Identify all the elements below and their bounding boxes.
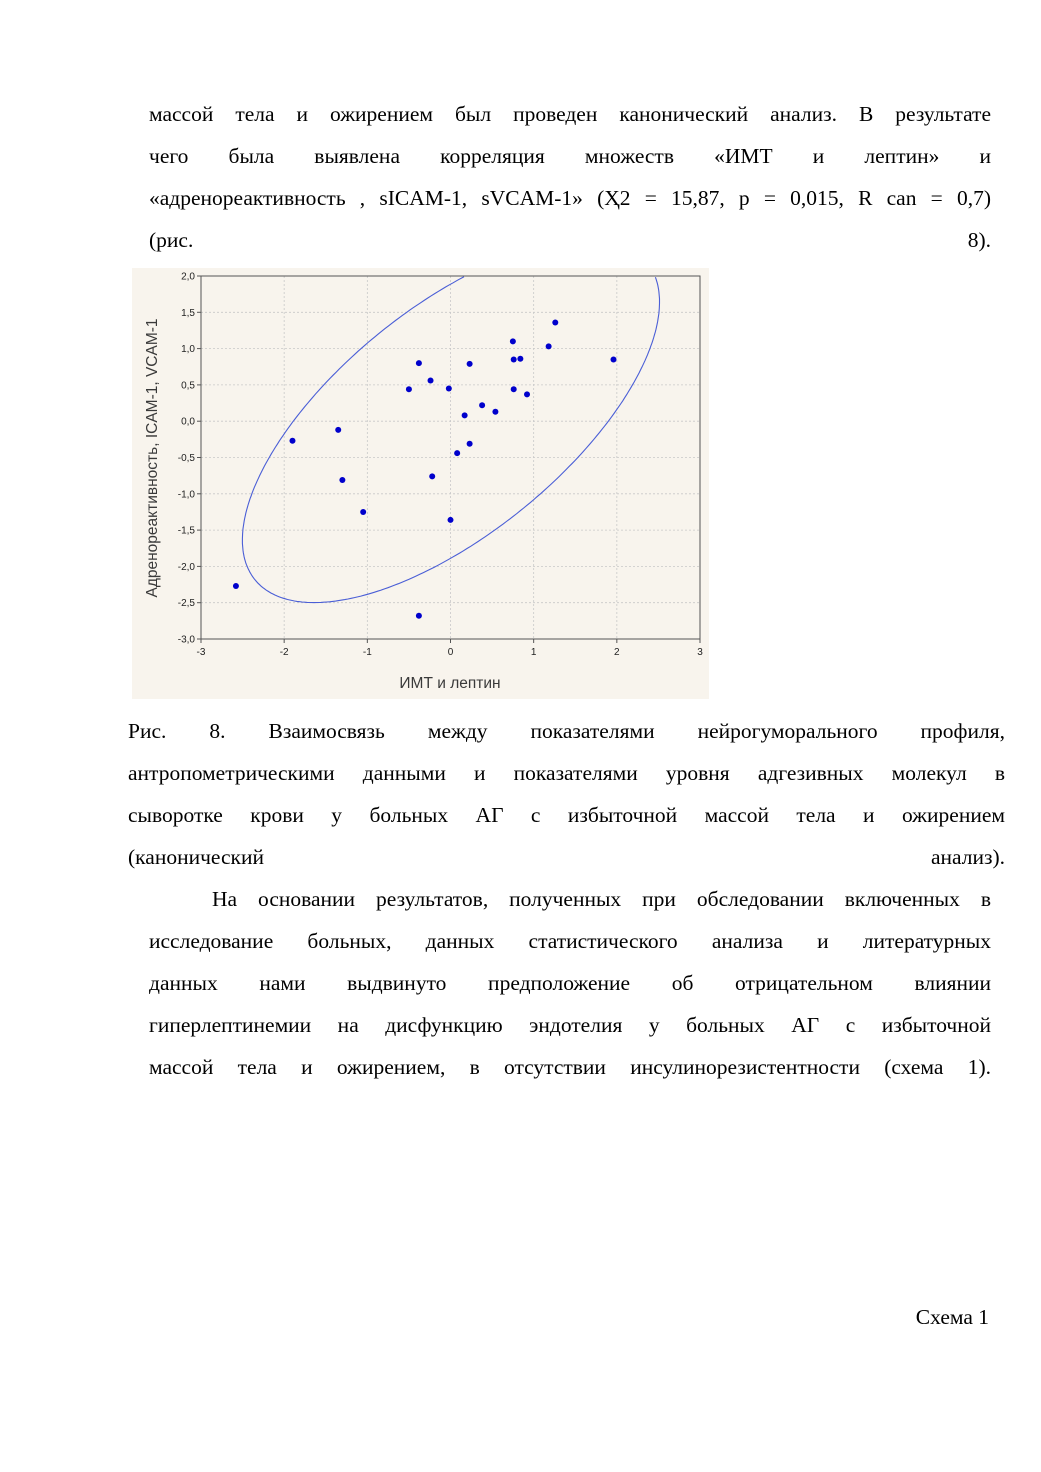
conclusion-paragraph [149, 878, 991, 1088]
data-point [510, 338, 516, 344]
y-tick-label: -2,0 [177, 561, 195, 573]
y-tick-label: 0,5 [181, 380, 195, 392]
data-point [454, 450, 460, 456]
data-point [406, 386, 412, 392]
intro-paragraph [149, 93, 991, 261]
y-tick-label: 1,5 [181, 307, 195, 319]
y-tick-label: -1,5 [177, 525, 195, 537]
x-tick-label: 0 [447, 647, 454, 658]
y-tick-label: 0,0 [181, 416, 195, 428]
y-tick-label: -0,5 [177, 453, 195, 464]
data-point [335, 427, 341, 433]
caption-line: сыворотке крови у больных АГ с избыточной массой тела и ожирением [128, 803, 1005, 827]
y-tick-label: -1,0 [177, 489, 195, 501]
figure-caption [128, 710, 1005, 878]
intro-line: массой тела и ожирением был проведен канонический анализ. В результате [149, 102, 991, 126]
data-point [429, 473, 435, 479]
data-point [448, 517, 454, 523]
data-point [289, 438, 295, 444]
caption-line: антропометрическими данными и показателями уровня адгезивных молекул в [128, 761, 1005, 785]
data-point [416, 613, 422, 619]
data-point [552, 319, 558, 325]
chart-svg [132, 268, 709, 699]
data-point [467, 361, 473, 367]
data-point [339, 477, 345, 483]
data-point [479, 402, 485, 408]
caption-line: Рис. 8. Взаимосвязь между показателями нейрогуморального профиля, [128, 719, 1005, 743]
figure-8-scatter-chart [132, 268, 709, 699]
chart-ticks [178, 272, 703, 659]
data-point [446, 386, 452, 392]
chart-grid [201, 276, 700, 639]
scheme-label: Схема 1 [915, 1305, 989, 1329]
x-tick-label: 1 [530, 647, 537, 658]
x-tick-label: 3 [697, 647, 703, 658]
data-point [524, 391, 530, 397]
data-point [462, 412, 468, 418]
y-tick-label: -2,5 [177, 598, 195, 610]
data-point [611, 356, 617, 362]
conclusion-line: исследование больных, данных статистического анализа и литературных [149, 929, 991, 953]
x-tick-label: 2 [614, 647, 620, 658]
data-point [360, 509, 366, 515]
data-point [517, 356, 523, 362]
chart-points [233, 319, 617, 618]
y-axis-label: Адренореактивность, ICAM-1, VCAM-1 [144, 318, 161, 598]
confidence-ellipse [242, 277, 659, 603]
data-point [467, 441, 473, 447]
intro-line: «адренореактивность , sICAM-1, sVCAM-1» (Ҳ2 = 15,87, р = 0,015, R can = 0,7) [149, 186, 991, 210]
intro-line: чего была выявлена корреляция множеств «ИМТ и лептин» и [149, 144, 991, 168]
conclusion-line: гиперлептинемии на дисфункцию эндотелия у больных АГ с избыточной [149, 1013, 991, 1037]
x-tick-label: -2 [279, 647, 289, 658]
conclusion-line: данных нами выдвинуто предположение об отрицательном влиянии [149, 971, 991, 995]
conclusion-line: На основании результатов, полученных при обследовании включенных в [212, 887, 991, 911]
x-tick-label: -3 [196, 647, 206, 658]
x-axis-label: ИМТ и лептин [399, 675, 501, 692]
y-tick-label: 2,0 [181, 271, 195, 283]
data-point [511, 356, 517, 362]
data-point [492, 409, 498, 415]
y-tick-label: 1,0 [181, 344, 195, 356]
data-point [428, 378, 434, 384]
data-point [233, 583, 239, 589]
intro-line: (рис. 8). [149, 228, 991, 252]
x-tick-label: -1 [362, 647, 372, 658]
y-tick-label: -3,0 [177, 634, 195, 646]
caption-line: (канонический анализ). [128, 845, 1005, 869]
data-point [546, 343, 552, 349]
data-point [511, 386, 517, 392]
conclusion-line: массой тела и ожирением, в отсутствии инсулинорезистентности (схема 1). [149, 1055, 991, 1079]
data-point [416, 360, 422, 366]
